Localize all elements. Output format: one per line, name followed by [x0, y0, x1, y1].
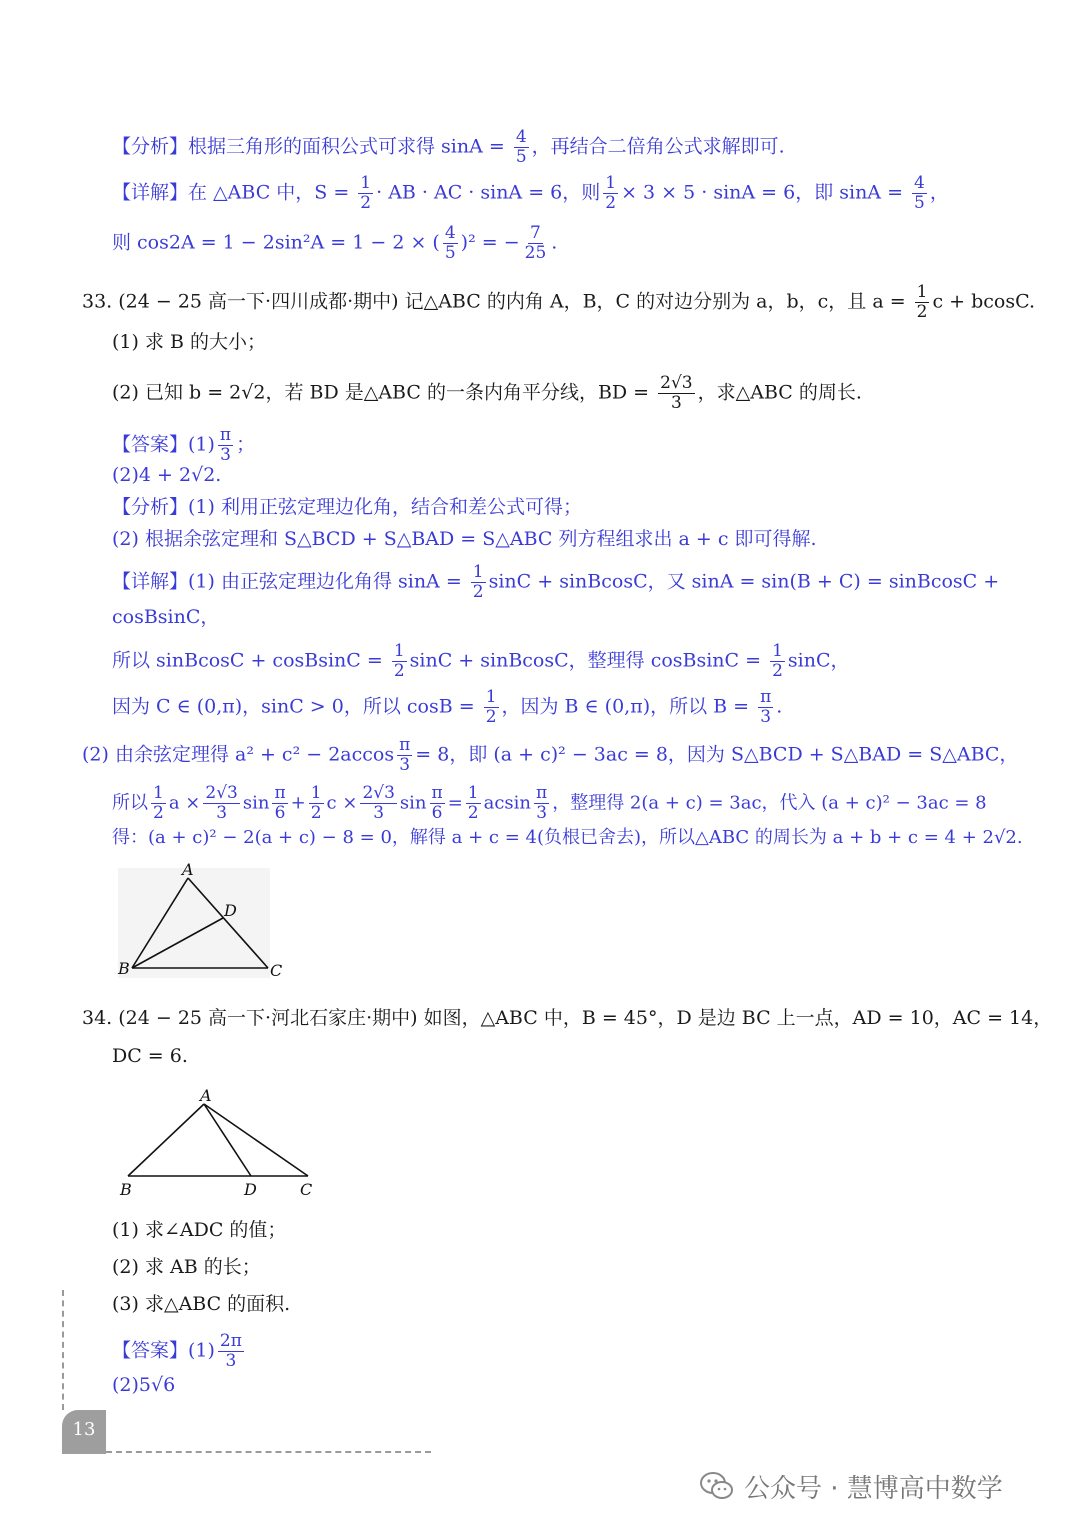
q33-analysis1: 【分析】(1) 利用正弦定理边化角，结合和差公式可得；: [112, 496, 582, 518]
label-c: C: [270, 961, 283, 980]
segment-ad: [204, 1104, 251, 1176]
q32-detail: 【详解】在 △ABC 中，S = $\frac{1}{2}$ · AB · AC · sinA = 6，则 $\frac{1}{2}$ × 3 × 5 · sinA = 6，即 sinA = $\frac{4}{5}$ ，: [112, 173, 949, 213]
page-border-bottom: [106, 1451, 431, 1453]
q34-answer: 【答案】(1) $\frac{2\pi}{3}$: [112, 1331, 242, 1371]
label-d: D: [244, 1180, 257, 1199]
side-ac: [204, 1104, 308, 1176]
q33-analysis2: (2) 根据余弦定理和 S△BCD + S△BAD = S△ABC 列方程组求出 a + c 即可得解.: [112, 528, 817, 550]
label-a: A: [182, 860, 194, 879]
q33-detail2: cosBsinC，: [112, 606, 220, 628]
watermark: [700, 1468, 1003, 1504]
wechat-icon: [700, 1471, 734, 1501]
q34-part2: (2) 求 AB 的长；: [112, 1256, 261, 1278]
q34-stem2: DC = 6.: [112, 1045, 188, 1067]
q33-triangle-figure: [110, 860, 283, 980]
page-border-left: [62, 1290, 64, 1410]
label-c: C: [300, 1180, 313, 1199]
q33-part1: (1) 求 B 的大小；: [112, 331, 266, 353]
label-b: B: [118, 959, 130, 978]
fraction: $\frac{4}{5}$: [515, 127, 527, 167]
q33-detail4: 因为 C ∈ (0,π)，sinC > 0，所以 cosB = $\frac{1}{2}$ ，因为 B ∈ (0,π)，所以 B = $\frac{\pi}{3}$ .: [112, 687, 783, 727]
q34-part1: (1) 求∠ADC 的值；: [112, 1219, 287, 1241]
q33-detail3: 所以 sinBcosC + cosBsinC = $\frac{1}{2}$ sinC + sinBcosC，整理得 cosBsinC = $\frac{1}{2}$ sinC，: [112, 641, 850, 681]
q33-stem: 33. (24 − 25 高一下·四川成都·期中) 记△ABC 的内角 A，B，C 的对边分别为 a，b，c，且 a = $\frac{1}{2}$ c + bcosC.: [82, 282, 1036, 322]
q33-eq2: 所以 $\frac{1}{2}$ a × $\frac{2√3}{3}$ sin $\frac{\pi}{6}$ + $\frac{1}{2}$ c × $\frac{2√3}{3}$ sin $\frac{\pi}{6}$ = $\frac{1}{2}$ acsin $\frac{\pi}{3}$ ，整理得 2(a + c) = 3ac，代入 (a + c)² − 3ac = 8: [112, 783, 987, 823]
page-number: 13: [62, 1410, 106, 1454]
q33-part2: (2) 已知 b = 2√2，若 BD 是△ABC 的一条内角平分线，BD = $\frac{2√3}{3}$ ，求△ABC 的周长.: [112, 373, 862, 413]
q34-triangle-figure: [110, 1084, 330, 1204]
label-b: B: [120, 1180, 132, 1199]
side-ab: [128, 1104, 204, 1176]
q33-eq1: (2) 由余弦定理得 a² + c² − 2accos $\frac{\pi}{3}$ = 8，即 (a + c)² − 3ac = 8，因为 S△BCD + S△BAD = S△ABC，: [82, 735, 1019, 775]
q32-analysis: 【分析】根据三角形的面积公式可求得 sinA = $\frac{4}{5}$ ，再结合二倍角公式求解即可.: [112, 127, 785, 167]
q33-answer2: (2)4 + 2√2.: [112, 464, 222, 486]
q34-stem1: 34. (24 − 25 高一下·河北石家庄·期中) 如图，△ABC 中，B = 45°，D 是边 BC 上一点，AD = 10，AC = 14，: [82, 1007, 1053, 1029]
q32-cos: 则 cos2A = 1 − 2sin²A = 1 − 2 × ( $\frac{4}{5}$ )² = − $\frac{7}{25}$ .: [112, 223, 558, 263]
q33-detail1: 【详解】(1) 由正弦定理边化角得 sinA = $\frac{1}{2}$ sinC + sinBcosC，又 sinA = sin(B + C) = sinBcosC +: [112, 562, 1000, 602]
label-a: A: [200, 1086, 212, 1105]
q34-part3: (3) 求△ABC 的面积.: [112, 1293, 291, 1315]
q34-answer2: (2)5√6: [112, 1374, 176, 1396]
watermark-text: 公众号 · 慧博高中数学: [744, 1473, 1003, 1504]
q33-answer: 【答案】(1) $\frac{\pi}{3}$ ；: [112, 425, 256, 465]
label-d: D: [224, 901, 237, 920]
q33-eq3: 得：(a + c)² − 2(a + c) − 8 = 0，解得 a + c = 4(负根已舍去)，所以△ABC 的周长为 a + b + c = 4 + 2√2.: [112, 827, 1023, 848]
